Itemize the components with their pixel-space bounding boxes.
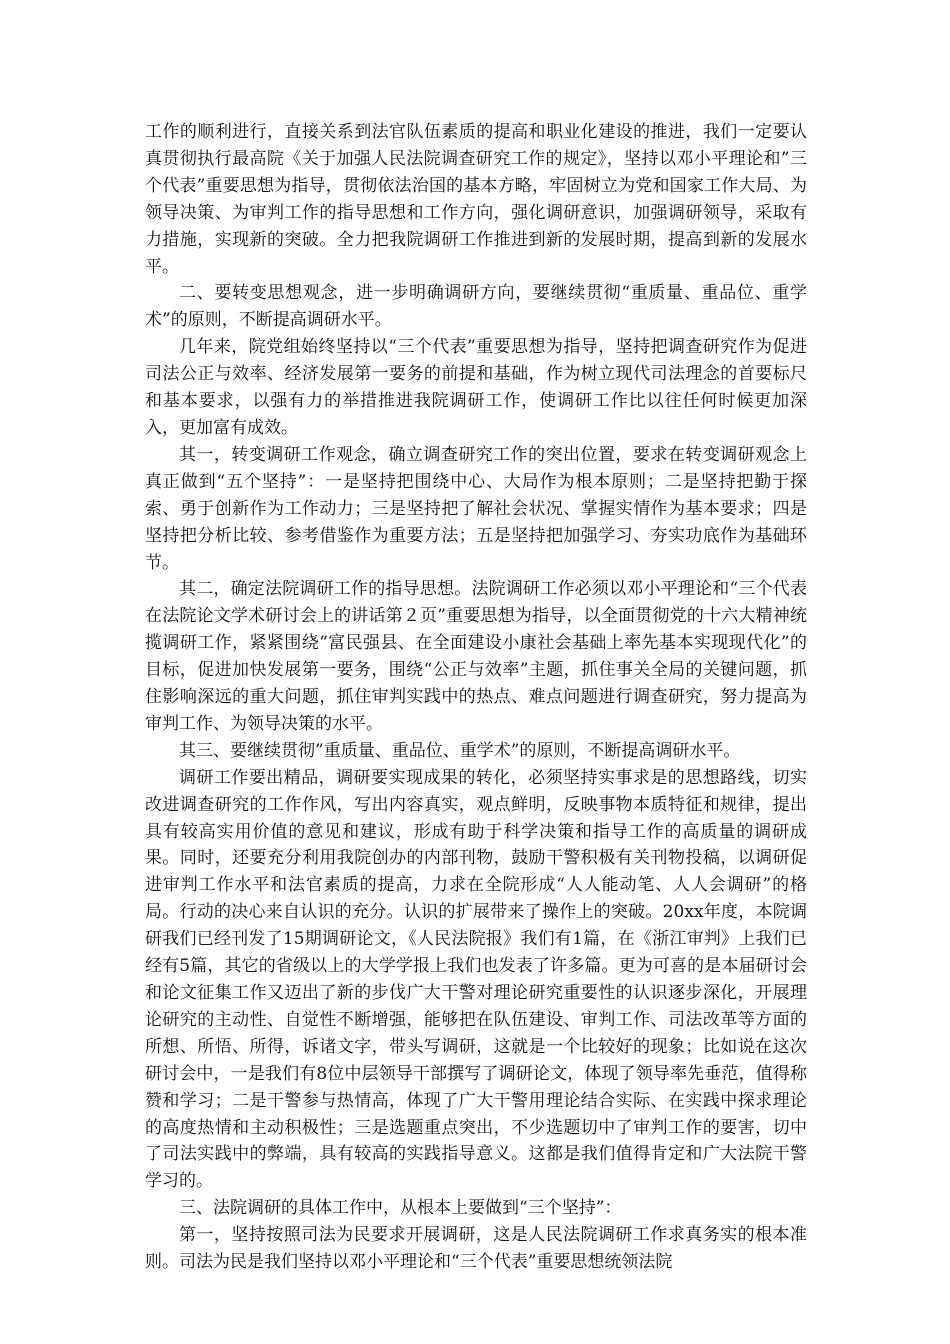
paragraph: 第一，坚持按照司法为民要求开展调研，这是人民法院调研工作求真务实的根本准则。司法为民是我们坚持以邓小平理论和“三个代表”重要思想统领法院 <box>145 1225 807 1273</box>
paragraph: 工作的顺利进行，直接关系到法官队伍素质的提高和职业化建设的推进，我们一定要认真贯彻执行最高院《关于加强人民法院调查研究工作的规定》，坚持以邓小平理论和”三个代表”重要思想为指导，贯彻依法治国的基本方略，牢固树立为党和国家工作大局、为领导决策、为审判工作的指导思想和工作方向，强化调研意识，加强调研领导，采取有力措施，实现新的突破。全力把我院调研工作推进到新的发展时期，提高到新的发展水平。 <box>145 122 807 277</box>
section-heading: 二、要转变思想观念，进一步明确调研方向，要继续贯彻“重质量、重品位、重学术”的原则，不断提高调研水平。 <box>145 283 807 331</box>
paragraph: 几年来，院党组始终坚持以“三个代表”重要思想为指导，坚持把调查研究作为促进司法公正与效率、经济发展第一要务的前提和基础，作为树立现代司法理念的首要标尺和基本要求，以强有力的举措推进我院调研工作，使调研工作比以往任何时候更加深入，更加富有成效。 <box>145 337 807 438</box>
paragraph: 调研工作要出精品，调研要实现成果的转化，必须坚持实事求是的思想路线，切实改进调查研究的工作作风，写出内容真实，观点鲜明，反映事物本质特征和规律，提出具有较高实用价值的意见和建议，形成有助于科学决策和指导工作的高质量的调研成果。同时，还要充分利用我院创办的内部刊物，鼓励干警积极有关刊物投稿，以调研促进审判工作水平和法官素质的提高，力求在全院形成“人人能动笔、人人会调研”的格局。行动的决心来自认识的充分。认识的扩展带来了操作上的突破。20xx年度，本院调研我们已经刊发了15期调研论文，《人民法院报》我们有1篇，在《浙江审判》上我们已经有5篇，其它的省级以上的大学学报上我们也发表了许多篇。更为可喜的是本届研讨会和论文征集工作又迈出了新的步伐广大干警对理论研究重要性的认识逐步深化，开展理论研究的主动性、自觉性不断增强，能够把在队伍建设、审判工作、司法改革等方面的所想、所悟、所得，诉诸文字，带头写调研，这就是一个比较好的现象；比如说在这次研讨会中，一是我们有8位中层领导干部撰写了调研论文，体现了领导率先垂范，值得称赞和学习；二是干警参与热情高，体现了广大干警用理论结合实际、在实践中探求理论的高度热情和主动积极性；三是选题重点突出，不少选题切中了审判工作的要害，切中了司法实践中的弊端，具有较高的实践指导意义。这都是我们值得肯定和广大法院干警学习的。 <box>145 767 807 1192</box>
paragraph: 其一，转变调研工作观念，确立调查研究工作的突出位置，要求在转变调研观念上真正做到“五个坚持”：一是坚持把围绕中心、大局作为根本原则；二是坚持把勤于探索、勇于创新作为工作动力；三是坚持把了解社会状况、掌握实情作为基本要求；四是坚持把分析比较、参考借鉴作为重要方法；五是坚持把加强学习、夯实功底作为基础环节。 <box>145 444 807 573</box>
section-heading: 三、法院调研的具体工作中，从根本上要做到“三个坚持”： <box>179 1198 622 1219</box>
paragraph: 其三、要继续贯彻”重质量、重品位、重学术”的原则，不断提高调研水平。 <box>179 740 741 761</box>
paragraph: 其二，确定法院调研工作的指导思想。法院调研工作必须以邓小平理论和“三个代表在法院论文学术研讨会上的讲话第２页”重要思想为指导，以全面贯彻党的十六大精神统揽调研工作，紧紧围绕“富民强县、在全面建设小康社会基础上率先基本实现现代化”的目标，促进加快发展第一要务，围绕“公正与效率”主题，抓住事关全局的关键问题，抓住影响深远的重大问题，抓住审判实践中的热点、难点问题进行调查研究，努力提高为审判工作、为领导决策的水平。 <box>145 579 807 734</box>
document-body <box>145 119 807 1276</box>
